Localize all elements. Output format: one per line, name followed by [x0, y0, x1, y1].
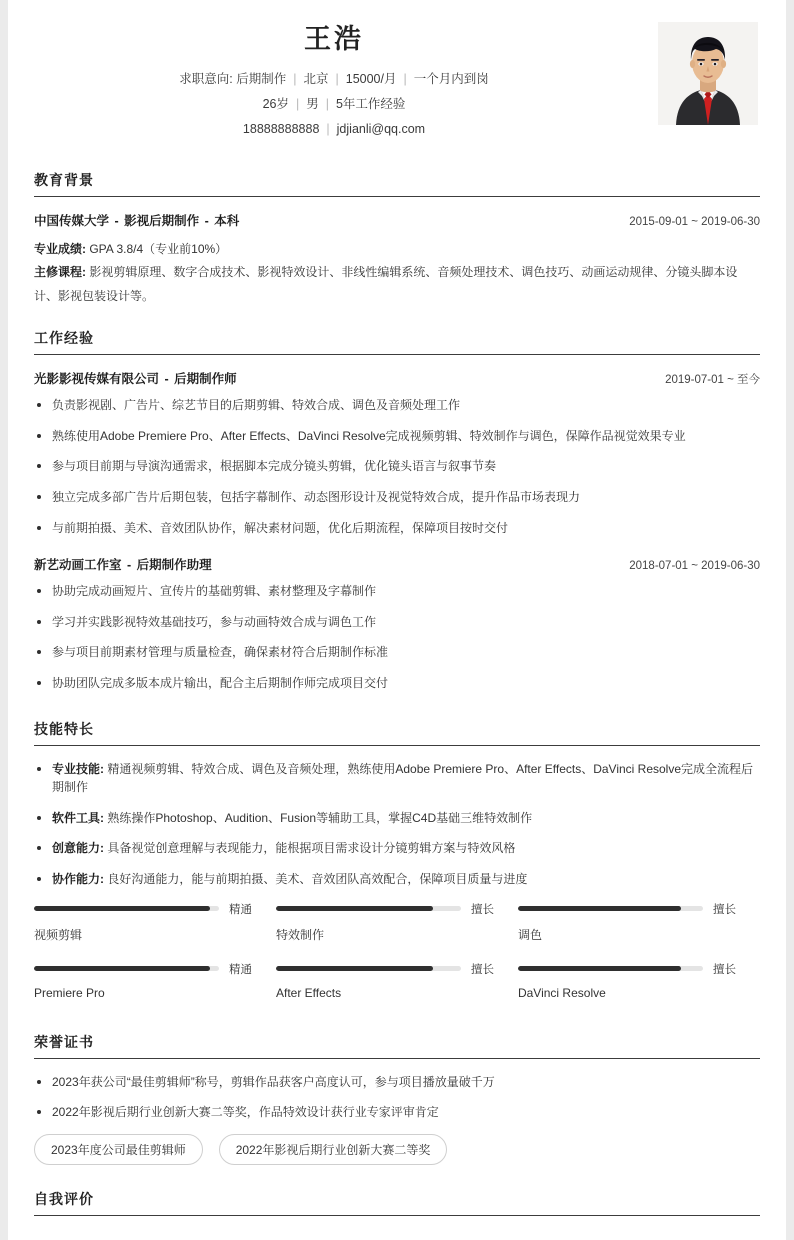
meta-separator: | — [335, 72, 339, 87]
skill-text: 具备视觉创意理解与表现能力，能根据项目需求设计分镜剪辑方案与特效风格 — [107, 841, 516, 856]
status-badge[interactable]: 2022年影视后期行业创新大赛二等奖 — [219, 1134, 448, 1165]
section-education — [8, 156, 786, 308]
skill-bar-fill — [276, 966, 433, 971]
resume-page — [8, 0, 786, 1240]
list-item — [34, 870, 760, 889]
avatar — [658, 22, 758, 125]
section-title-skills: 技能特长 — [34, 705, 760, 746]
skill-bar-level: 精通 — [228, 963, 252, 976]
page-title: 王浩 — [304, 24, 364, 54]
job-intent-availability: 一个月内到岗 — [413, 72, 489, 87]
section-honors — [8, 1018, 786, 1175]
skill-bar-item — [276, 901, 518, 943]
work-date: 2019-07-01 ~ 至今 — [665, 374, 760, 387]
education-entry-head — [34, 211, 760, 229]
honor-list — [34, 1073, 760, 1122]
honor-tags — [34, 1134, 760, 1175]
skill-bar-level: 擅长 — [712, 903, 736, 916]
education-degree: 本科 — [214, 214, 240, 229]
work-entry-head — [34, 555, 760, 573]
skill-bar-name: 调色 — [517, 927, 542, 942]
skill-bar-item — [518, 901, 760, 943]
skill-text: 熟练操作Photoshop、Audition、Fusion等辅助工具，掌握C4D基础三维特效制作 — [107, 810, 533, 825]
header-text-block — [34, 22, 634, 142]
list-item — [34, 760, 760, 797]
skill-bar-track — [34, 906, 219, 911]
experience-value: 5年工作经验 — [335, 97, 406, 112]
skill-bar-row — [518, 901, 736, 917]
skill-bar-item — [34, 901, 276, 943]
list-item: 2022年影视后期行业创新大赛二等奖，作品特效设计获行业专家评审肯定 — [34, 1103, 760, 1122]
work-role: 后期制作助理 — [136, 558, 212, 573]
skill-bar-item — [276, 961, 518, 1000]
meta-separator: | — [293, 72, 297, 87]
skill-bar-item — [518, 961, 760, 1000]
gender-value: 男 — [306, 97, 319, 112]
work-company: 新艺动画工作室 — [34, 558, 122, 573]
section-work-experience — [8, 314, 786, 692]
skill-label: 软件工具: — [52, 810, 104, 825]
list-item — [34, 809, 760, 828]
skill-list — [34, 760, 760, 889]
skill-bar-track — [34, 966, 219, 971]
skill-bar-fill — [518, 906, 681, 911]
section-self-evaluation — [8, 1175, 786, 1240]
skill-bar-item — [34, 961, 276, 1000]
education-major: 影视后期制作 — [124, 214, 200, 229]
work-entry — [34, 369, 760, 537]
header-meta-line-1 — [34, 67, 634, 92]
skill-text: 良好沟通能力，能与前期拍摄、美术、音效团队高效配合，保障项目质量与进度 — [107, 871, 528, 886]
status-badge[interactable]: 2023年度公司最佳剪辑师 — [34, 1134, 203, 1165]
job-intent-salary: 15000/月 — [345, 72, 397, 87]
skill-bars — [34, 901, 760, 1018]
work-duty-list — [34, 396, 760, 537]
age-value: 26岁 — [262, 97, 289, 112]
list-item: 负责影视剧、广告片、综艺节目的后期剪辑、特效合成、调色及音频处理工作 — [34, 396, 760, 415]
education-courses-label: 主修课程: — [34, 265, 86, 280]
skill-bar-name: 视频剪辑 — [34, 927, 83, 942]
job-intent-position: 后期制作 — [236, 72, 287, 87]
skill-bar-level: 擅长 — [470, 963, 494, 976]
job-intent-label: 求职意向: — [179, 72, 233, 87]
skill-bar-track — [518, 966, 703, 971]
meta-separator: | — [326, 122, 330, 137]
work-entry-head — [34, 369, 760, 387]
list-item: 独立完成多部广告片后期包装，包括字幕制作、动态图形设计及视觉特效合成，提升作品市场表现力 — [34, 488, 760, 507]
skill-label: 专业技能: — [52, 761, 104, 776]
section-title-education: 教育背景 — [34, 156, 760, 197]
skill-bar-fill — [518, 966, 681, 971]
education-entry-title: 中国传媒大学 - 影视后期制作 - 本科 — [34, 214, 240, 229]
skill-bar-name: After Effects — [275, 985, 342, 1000]
skill-bar-level: 擅长 — [712, 963, 736, 976]
skill-label: 协作能力: — [52, 871, 104, 886]
meta-separator: | — [325, 97, 329, 112]
skill-bar-fill — [34, 906, 210, 911]
work-role: 后期制作师 — [174, 372, 237, 387]
skill-bar-track — [276, 906, 461, 911]
education-gpa-line — [34, 238, 760, 261]
list-item: 协助完成动画短片、宣传片的基础剪辑、素材整理及字幕制作 — [34, 582, 760, 601]
skill-bar-track — [518, 906, 703, 911]
list-item: 与前期拍摄、美术、音效团队协作，解决素材问题，优化后期流程，保障项目按时交付 — [34, 519, 760, 538]
email-value[interactable]: jdjianli@qq.com — [336, 122, 426, 137]
work-company: 光影影视传媒有限公司 — [34, 372, 160, 387]
list-item: 学习并实践影视特效基础技巧，参与动画特效合成与调色工作 — [34, 613, 760, 632]
education-gpa-value: GPA 3.8/4（专业前10%） — [89, 242, 228, 257]
work-duty-list — [34, 582, 760, 692]
skill-bar-row — [34, 901, 252, 917]
avatar-illustration — [658, 22, 758, 125]
work-entry-title: 光影影视传媒有限公司 - 后期制作师 — [34, 372, 237, 387]
list-item: 熟练使用Adobe Premiere Pro、After Effects、DaVinci Resolve完成视频剪辑、特效制作与调色，保障作品视觉效果专业 — [34, 427, 760, 446]
education-school: 中国传媒大学 — [34, 214, 110, 229]
skill-bar-row — [34, 961, 252, 977]
job-intent-city: 北京 — [303, 72, 329, 87]
header-meta-line-2 — [34, 92, 634, 117]
skill-bar-level: 精通 — [228, 903, 252, 916]
meta-separator: | — [295, 97, 300, 112]
skill-bar-name: DaVinci Resolve — [517, 985, 606, 1000]
phone-value[interactable]: 18888888888 — [242, 122, 320, 137]
section-title-honors: 荣誉证书 — [34, 1018, 760, 1059]
skill-bar-row — [518, 961, 736, 977]
education-date: 2015-09-01 ~ 2019-06-30 — [629, 216, 760, 229]
list-item — [34, 839, 760, 858]
education-gpa-label: 专业成绩: — [34, 242, 86, 257]
skill-bar-fill — [276, 906, 433, 911]
work-date: 2018-07-01 ~ 2019-06-30 — [629, 560, 760, 573]
education-entry — [34, 211, 760, 308]
section-skills — [8, 705, 786, 1018]
section-title-work: 工作经验 — [34, 314, 760, 355]
skill-bar-name: Premiere Pro — [34, 985, 105, 1000]
list-item: 参与项目前期与导演沟通需求，根据脚本完成分镜头剪辑，优化镜头语言与叙事节奏 — [34, 457, 760, 476]
skill-bar-name: 特效制作 — [275, 927, 324, 942]
education-courses-value: 影视剪辑原理、数字合成技术、影视特效设计、非线性编辑系统、音频处理技术、调色技巧、动画运动规律、分镜头脚本设计、影视包装设计等。 — [34, 265, 738, 303]
skill-label: 创意能力: — [52, 841, 104, 856]
work-entry-title: 新艺动画工作室 - 后期制作助理 — [34, 558, 212, 573]
skill-bar-row — [276, 901, 494, 917]
resume-header — [8, 0, 786, 156]
skill-bar-fill — [34, 966, 210, 971]
list-item: 协助团队完成多版本成片输出，配合主后期制作师完成项目交付 — [34, 674, 760, 693]
skill-text: 精通视频剪辑、特效合成、调色及音频处理，熟练使用Adobe Premiere Pro、After Effects、DaVinci Resolve完成全流程后期制作 — [52, 761, 754, 795]
skill-bar-track — [276, 966, 461, 971]
list-item: 参与项目前期素材管理与质量检查，确保素材符合后期制作标准 — [34, 643, 760, 662]
section-title-self-evaluation: 自我评价 — [34, 1175, 760, 1216]
skill-bar-level: 擅长 — [470, 903, 494, 916]
header-meta-line-3 — [34, 117, 634, 142]
self-evaluation-body — [34, 1230, 760, 1240]
skill-bar-row — [276, 961, 494, 977]
list-item: 2023年获公司“最佳剪辑师”称号，剪辑作品获客户高度认可，参与项目播放量破千万 — [34, 1073, 760, 1092]
meta-separator: | — [403, 72, 407, 87]
work-entry — [34, 555, 760, 692]
education-courses-line — [34, 261, 760, 308]
